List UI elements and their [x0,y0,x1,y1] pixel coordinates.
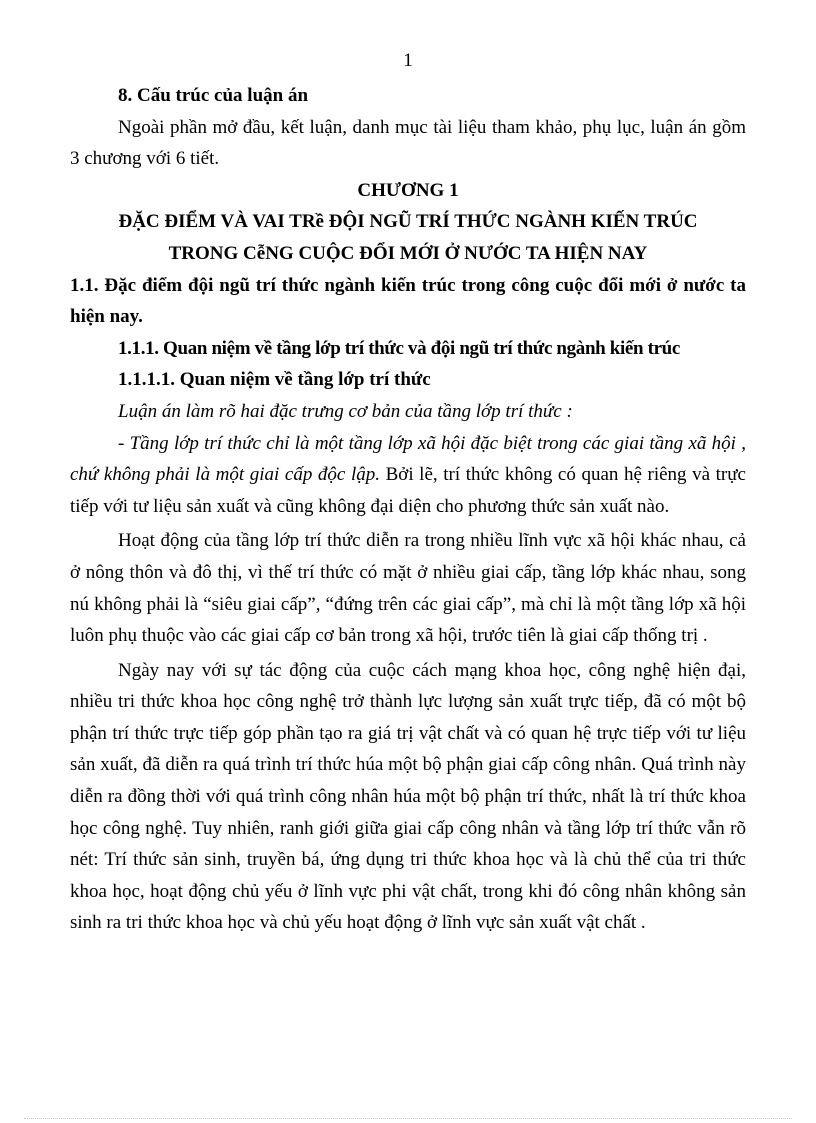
heading-1-1-1: 1.1.1. Quan niệm về tầng lớp trí thức và đội ngũ trí thức ngành kiến trúc [118,337,680,359]
point-1-italic-text: - Tầng lớp trí thức chỉ là một tầng lớp xã hội đặc biệt trong các giai tầng xã hội , chứ không phải là một giai cấp độc lập. [70,432,746,486]
page-bottom-rule [24,1118,792,1119]
chapter-title-line-2: TRONG CễNG CUỘC ĐỔI MỚI Ở NƯỚC TA HIỆN NAY [168,242,648,264]
section-8-heading: 8. Cấu trúc của luận án [118,85,309,106]
page-content [70,80,746,939]
paragraph-modern-impact: Ngày nay với sự tác động của cuộc cách mạng khoa học, công nghệ hiện đại, nhiều tri thức khoa học công nghệ trở thành lực lượng sản xuất trực tiếp, đã có một bộ phận trí thức trực tiếp góp phần tạo ra giá trị vật chất và có quan hệ trực tiếp với tư liệu sản xuất, đã diễn ra quá trình trí thức húa một bộ phận giai cấp công nhân. Quá trình này diễn ra đồng thời với quá trình công nhân húa một bộ phận trí thức, nhất là trí thức khoa học công nghệ. Tuy nhiên, ranh giới giữa giai cấp công nhân và tầng lớp trí thức vẫn rõ nét: Trí thức sản sinh, truyền bá, ứng dụng tri thức khoa học và là chủ thể của tri thức khoa học, hoạt động chủ yếu ở lĩnh vực phi vật chất, trong khi đó công nhân không sản sinh ra tri thức khoa học và chủ yếu hoạt động ở lĩnh vực sản xuất vật chất . [70,659,746,934]
point-1-regular-text: Bởi lẽ, trí thức không có quan hệ riêng và trực tiếp với tư liệu sản xuất và cũng không đại diện cho phương thức sản xuất nào. [70,464,746,517]
intro-italic-paragraph: Luận án làm rõ hai đặc trưng cơ bản của tầng lớp trí thức : [118,400,573,422]
paragraph-activities: Hoạt động của tầng lớp trí thức diễn ra trong nhiều lĩnh vực xã hội khác nhau, cả ở nông thôn và đô thị, vì thế trí thức có mặt ở nhiều giai cấp, tầng lớp khác nhau, song nú không phải là “siêu giai cấp”, “đứng trên các giai cấp”, mà chỉ là một tầng lớp xã hội luôn phụ thuộc vào các giai cấp cơ bản trong xã hội, trước tiên là giai cấp thống trị . [70,530,746,647]
chapter-title-line-1: ĐẶC ĐIỂM VÀ VAI TRề ĐỘI NGŨ TRÍ THỨC NGÀNH KIẾN TRÚC [118,211,698,233]
heading-1-1: 1.1. Đặc điểm đội ngũ trí thức ngành kiến trúc trong công cuộc đổi mới ở nước ta hiện nay. [70,274,746,328]
page-number: 1 [403,50,413,71]
section-8-paragraph: Ngoài phần mở đầu, kết luận, danh mục tài liệu tham khảo, phụ lục, luận án gồm 3 chương với 6 tiết. [70,116,746,170]
point-1-paragraph [70,428,746,523]
chapter-label: CHƯƠNG 1 [357,179,459,201]
heading-1-1-1-1: 1.1.1.1. Quan niệm về tầng lớp trí thức [118,369,431,391]
